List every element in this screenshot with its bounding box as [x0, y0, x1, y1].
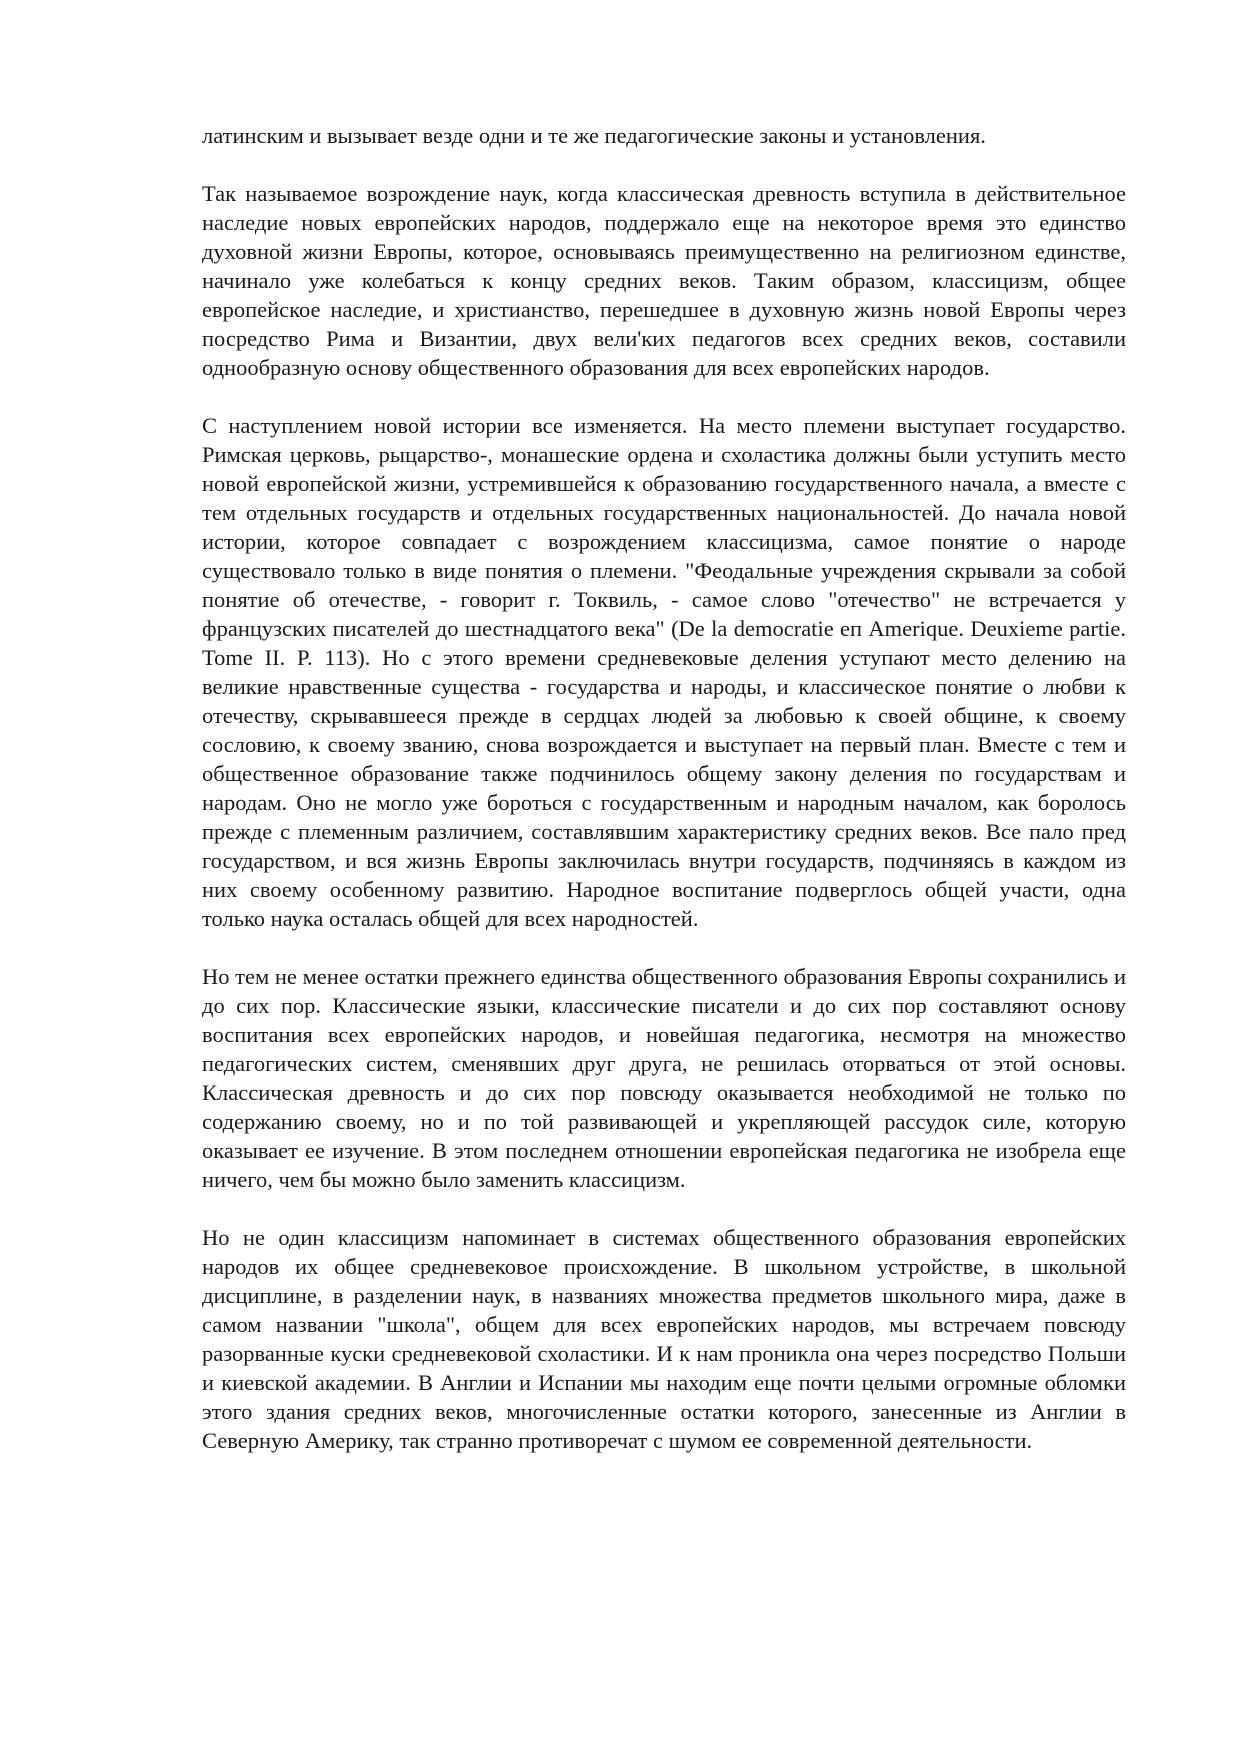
paragraph-2: Так называемое возрождение наук, когда классическая древность вступила в действительное наследие новых европейских народов, поддержало еще на некоторое время это единство духовной жизни Европы, которое, основываясь преимущественно на религиозном единстве, начинало уже колебаться к концу средних веков. Таким образом, классицизм, общее европейское наследие, и христианство, перешедшее в духовную жизнь новой Европы через посредство Рима и Византии, двух вели'ких педагогов всех средних веков, составили однообразную основу общественного образования для всех европейских народов. — [202, 181, 1126, 380]
paragraph-3: С наступлением новой истории все изменяется. На место племени выступает государство. Римская церковь, рыцарство-, монашеские ордена и схоластика должны были уступить место новой европейской жизни, устремившейся к образованию государственного начала, а вместе с тем отдельных государств и отдельных государственных национальностей. До начала новой истории, которое совпадает с возрождением классицизма, самое понятие о народе существовало только в виде понятия о племени. "Феодальные учреждения скрывали за собой понятие об отечестве, - говорит г. Токвиль, - самое слово "отечество" не встречается у французских писателей до шестнадцатого века" (De la democratie еп Amerique. Deuxieme partie. Tome II. P. 113). Но с этого времени средневековые деления уступают место делению на великие нравственные существа - государства и народы, и классическое понятие о любви к отечеству, скрывавшееся прежде в сердцах людей за любовью к своей общине, к своему сословию, к своему званию, снова возрождается и выступает на первый план. Вместе с тем и общественное образование также подчинилось общему закону деления по государствам и народам. Оно не могло уже бороться с государственным и народным началом, как боролось прежде с племенным различием, составлявшим характеристику средних веков. Все пало пред государством, и вся жизнь Европы заключилась внутри государств, подчиняясь в каждом из них своему особенному развитию. Народное воспитание подверглось общей участи, одна только наука осталась общей для всех народностей. — [202, 413, 1126, 931]
paragraph-1: латинским и вызывает везде одни и те же педагогические законы и установления. — [202, 123, 986, 148]
paragraph-4: Но тем не менее остатки прежнего единства общественного образования Европы сохранились и до сих пор. Классические языки, классические писатели и до сих пор составляют основу воспитания всех европейских народов, и новейшая педагогика, несмотря на множество педагогических систем, сменявших друг друга, не решилась оторваться от этой основы. Классическая древность и до сих пор повсюду оказывается необходимой не только по содержанию своему, но и по той развивающей и укрепляющей рассудок силе, которую оказывает ее изучение. В этом последнем отношении европейская педагогика не изобрела еще ничего, чем бы можно было заменить классицизм. — [202, 964, 1126, 1192]
paragraph-5: Но не один классицизм напоминает в системах общественного образования европейских народов их общее средневековое происхождение. В школьном устройстве, в школьной дисциплине, в разделении наук, в названиях множества предметов школьного мира, даже в самом названии "школа", общем для всех европейских народов, мы встречаем повсюду разорванные куски средневековой схоластики. И к нам проникла она через посредство Польши и киевской академии. В Англии и Испании мы находим еще почти целыми огромные обломки этого здания средних веков, многочисленные остатки которого, занесенные из Англии в Северную Америку, так странно противоречат с шумом ее современной деятельности. — [202, 1225, 1126, 1453]
body-text — [202, 121, 1126, 1455]
